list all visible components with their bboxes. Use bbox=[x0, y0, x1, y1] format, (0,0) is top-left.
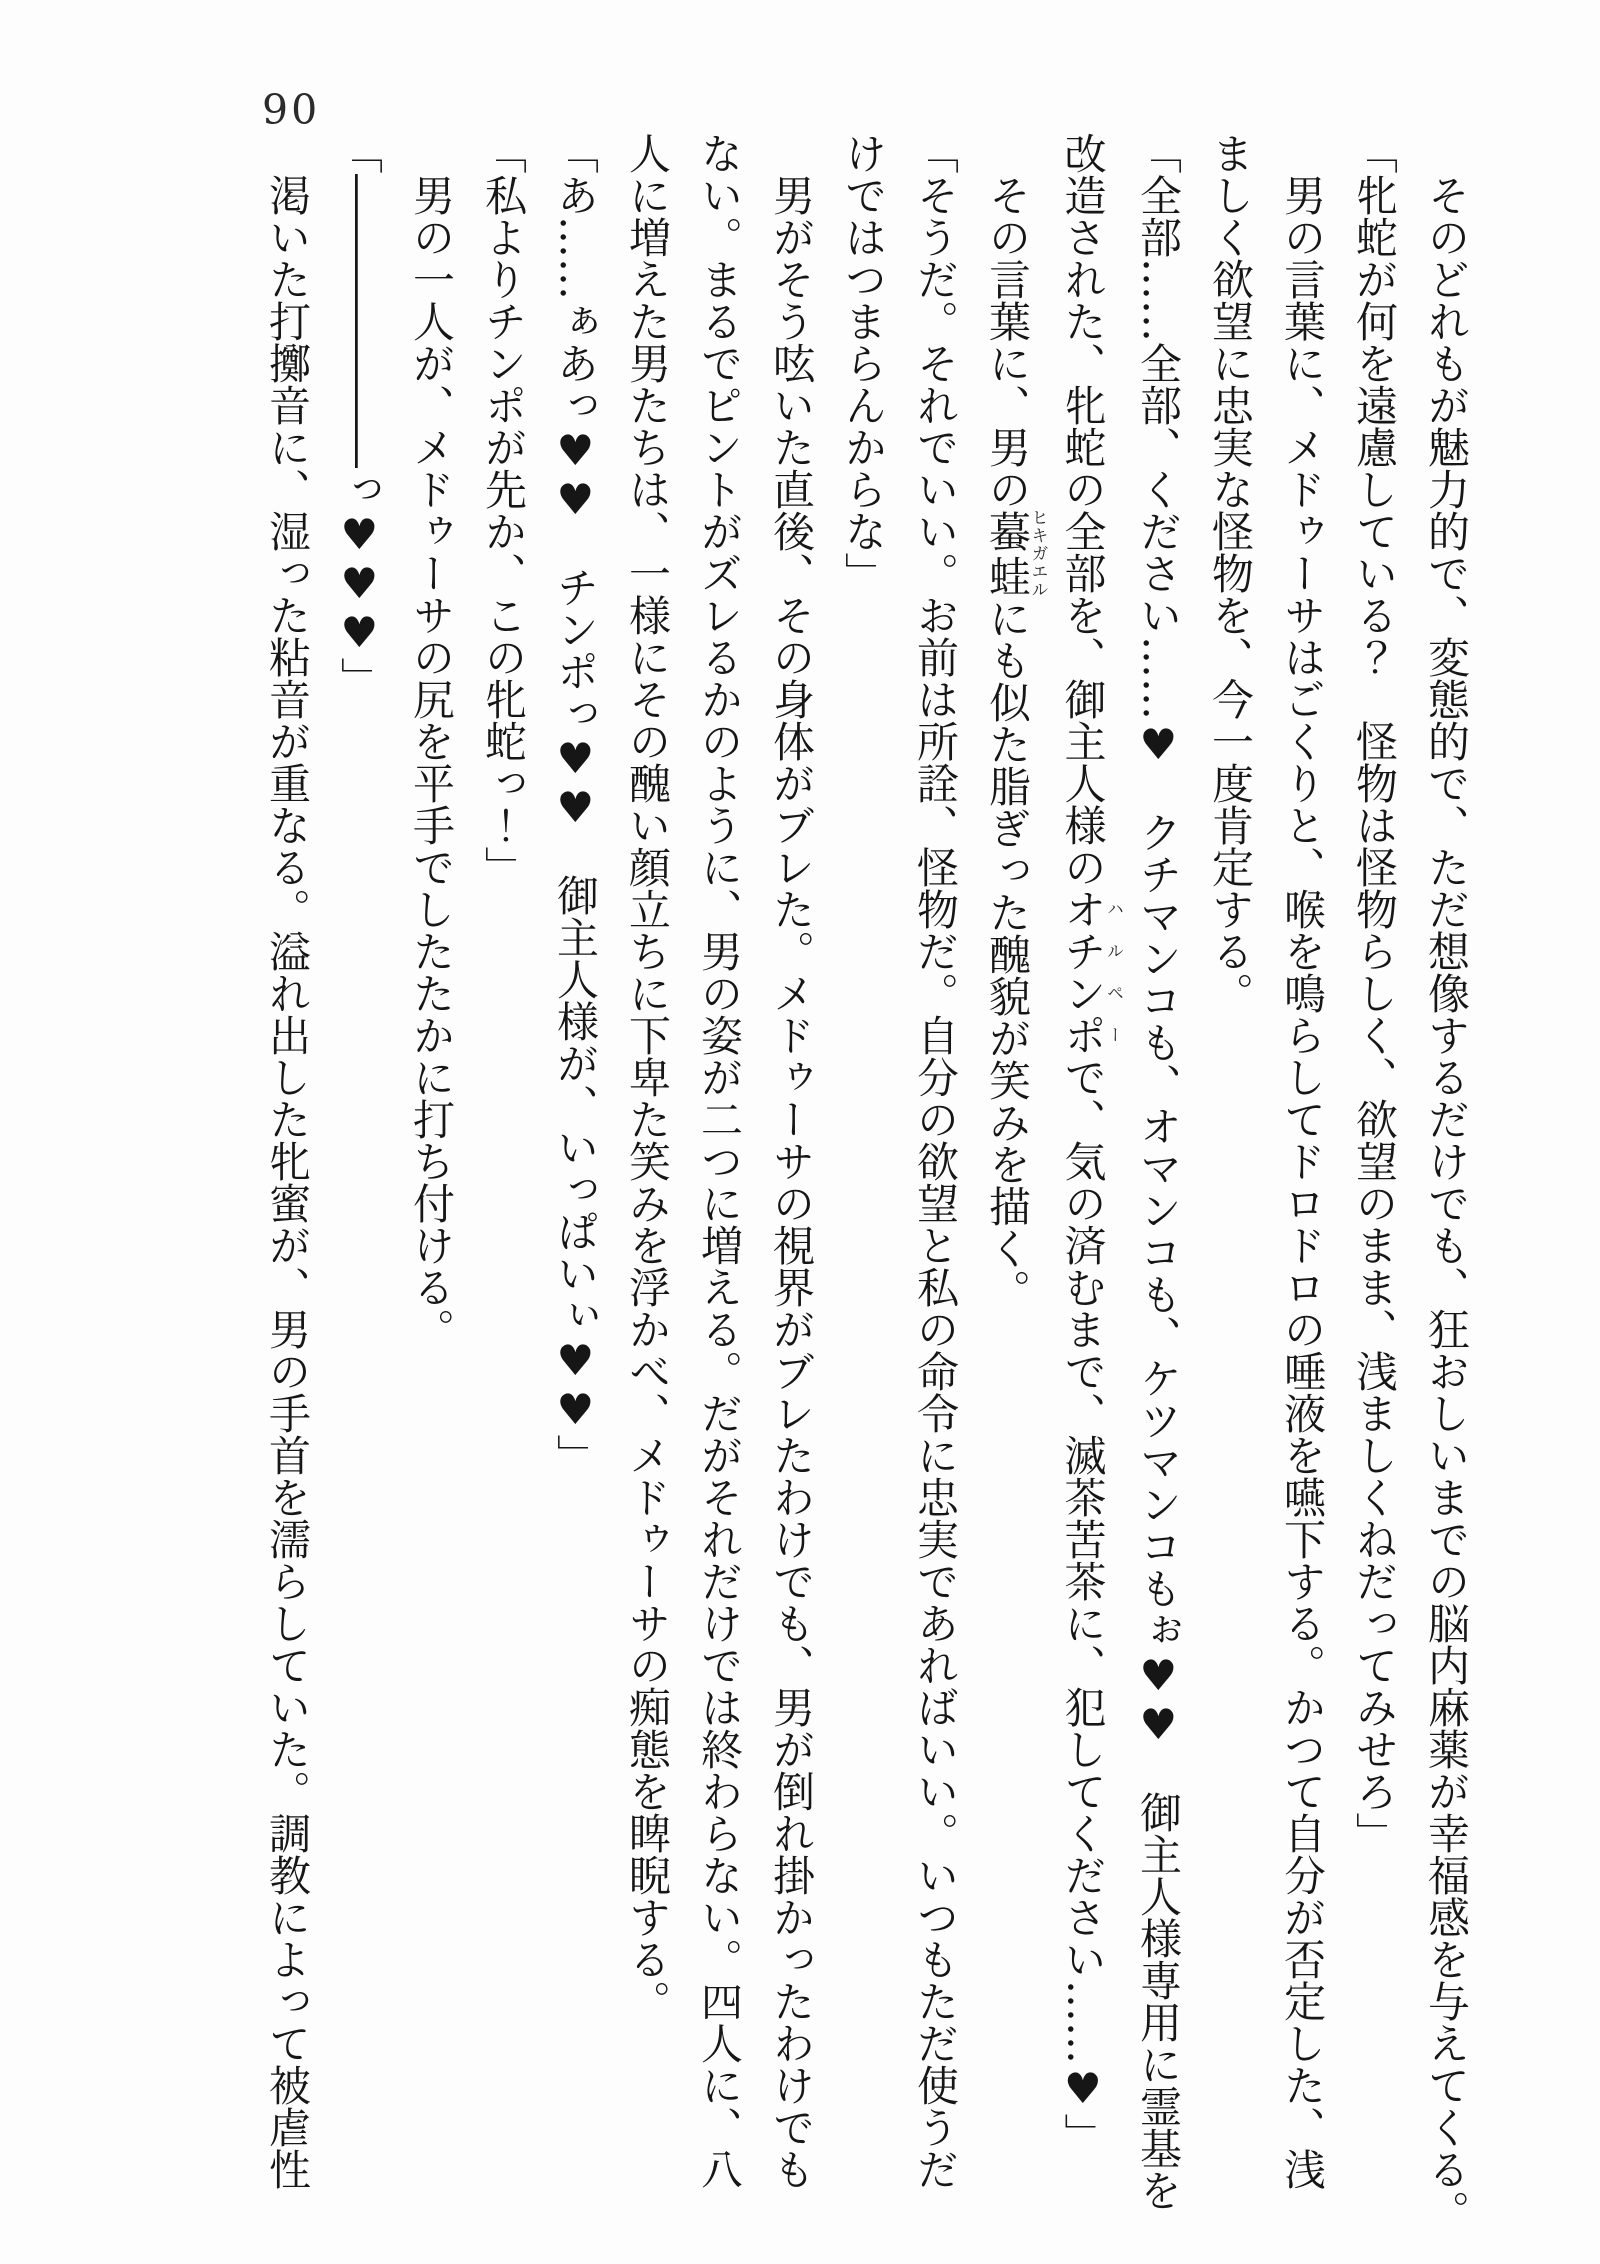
text-column-13: 「あ……ぁあっ♥♥ チンポっ♥♥ 御主人様が、いっぱいぃ♥♥」 bbox=[551, 132, 600, 1476]
text-column-8: 「そうだ。それでいい。お前は所詮、怪物だ。自分の欲望と私の命令に忠実であればいい。いつもただ使うだ bbox=[911, 132, 960, 2190]
text-column-10: 男がそう呟いた直後、その身体がブレた。メドゥーサの視界がブレたわけでも、男が倒れ掛かったわけでも bbox=[767, 174, 816, 2190]
text-column-9: けではつまらんからな」 bbox=[839, 132, 888, 594]
text-column-11: ない。まるでピントがズレるかのように、男の姿が二つに増える。だがそれだけでは終わらない。四人に、八 bbox=[695, 132, 744, 2190]
text-column-4: ましく欲望に忠実な怪物を、今一度肯定する。 bbox=[1206, 132, 1255, 1014]
text-column-3: 男の言葉に、メドゥーサはごくりと、喉を鳴らしてドロドロの唾液を嚥下する。かつて自分が否定した、浅 bbox=[1278, 174, 1327, 2190]
text-column-1: そのどれもが魅力的で、変態的で、ただ想像するだけでも、狂おしいまでの脳内麻薬が幸福感を与えてくる。 bbox=[1422, 174, 1471, 2232]
text-column-7: その言葉に、男の蟇蛙ヒキガエルにも似た脂ぎった醜貌が笑みを描く。 bbox=[983, 174, 1048, 1311]
text-column-12: 人に増えた男たちは、一様にその醜い顔立ちに下卑た笑みを浮かべ、メドゥーサの痴態を睥睨する。 bbox=[623, 132, 672, 2022]
furigana-term: 蟇蛙ヒキガエル bbox=[983, 508, 1048, 599]
page-number: 90 bbox=[262, 86, 321, 134]
text-column-16: 「―――――――っ♥♥♥」 bbox=[335, 132, 384, 699]
text-column-5: 「全部……全部、ください……♥ クチマンコも、オマンコも、ケツマンコもぉ♥♥ 御主人様専用に霊基を bbox=[1134, 132, 1183, 2211]
text-column-6: 改造された、牝蛇の全部を、御主人様のオチンポハルペーで、気の済むまで、滅茶苦茶に、犯してください……♥」 bbox=[1058, 132, 1123, 2155]
furigana-term: オチンポハルペー bbox=[1058, 888, 1123, 1056]
text-block bbox=[251, 132, 1482, 2232]
text-column-2: 「牝蛇が何を遠慮している？ 怪物は怪物らしく、欲望のまま、浅ましくねだってみせろ」 bbox=[1350, 132, 1399, 1854]
text-column-15: 男の一人が、メドゥーサの尻を平手でしたたかに打ち付ける。 bbox=[407, 174, 456, 1350]
text-column-14: 「私よりチンポが先か、この牝蛇っ！」 bbox=[479, 132, 528, 888]
text-column-17: 渇いた打擲音に、湿った粘音が重なる。溢れ出した牝蜜が、男の手首を濡らしていた。調教によって被虐性 bbox=[263, 174, 312, 2190]
